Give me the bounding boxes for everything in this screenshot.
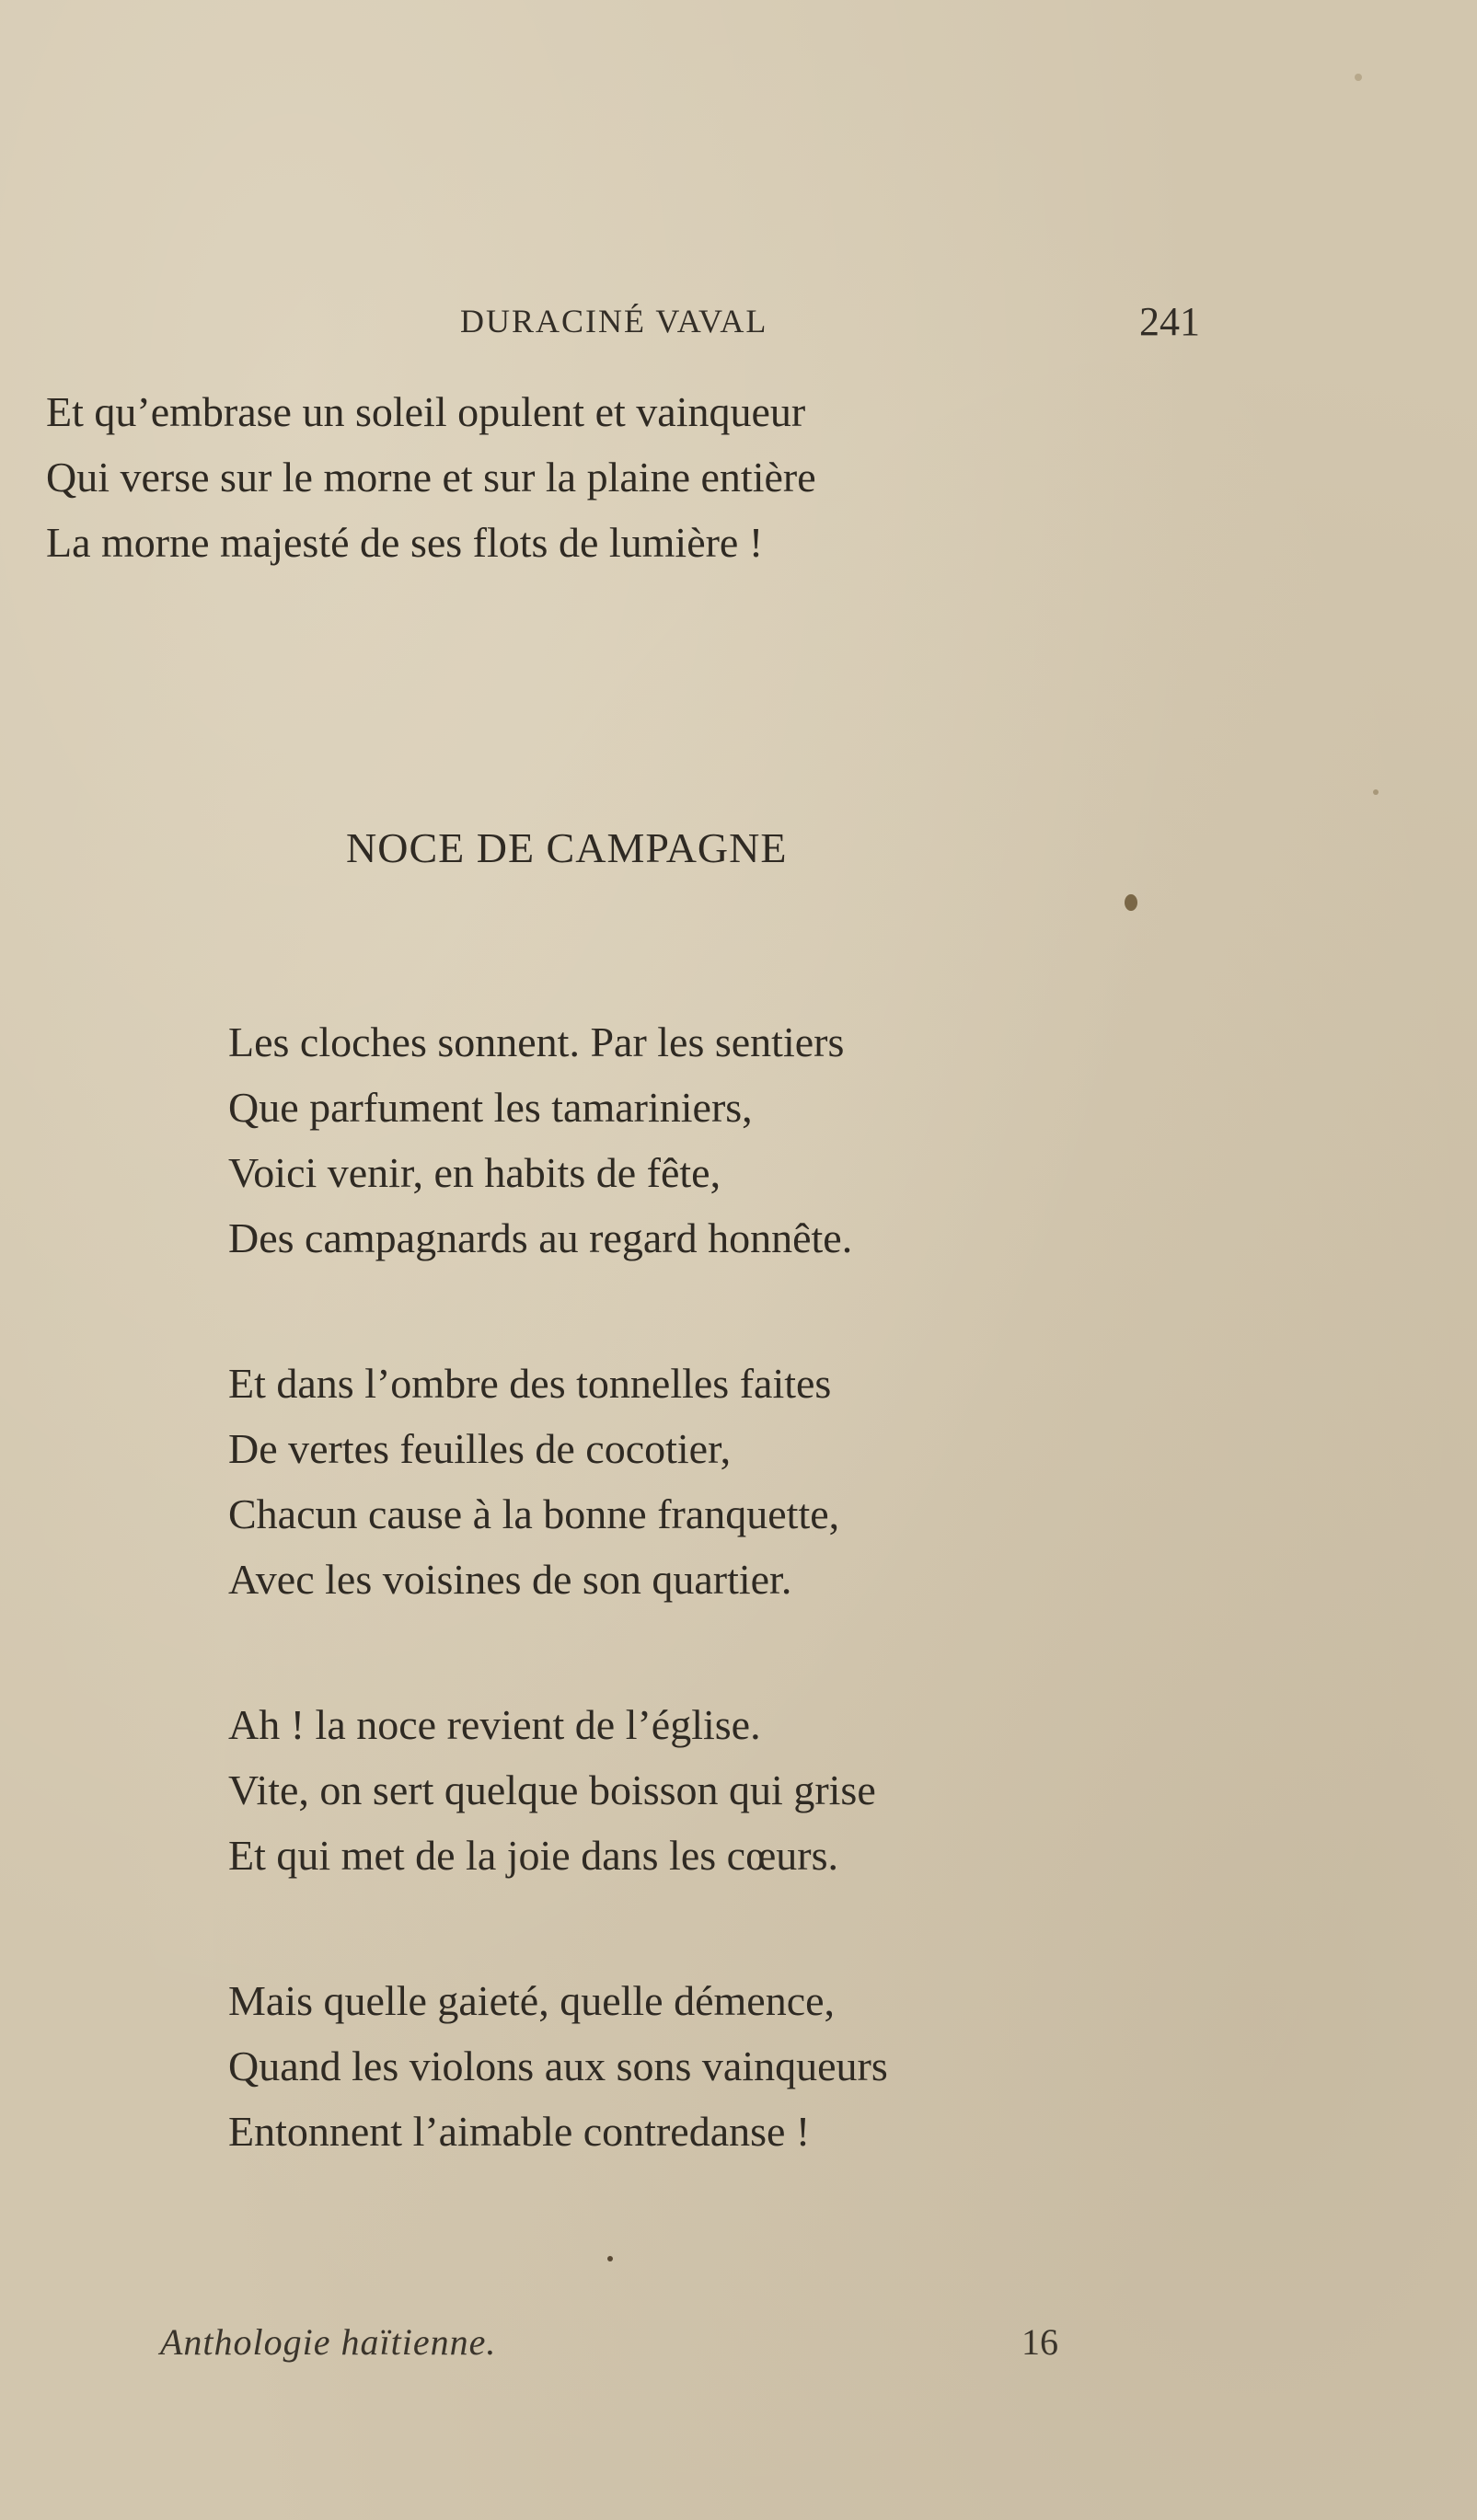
signature-mark: Anthologie haïtienne. [160,2321,497,2363]
stanza [228,1968,1240,2164]
poem-body [228,1009,1240,2164]
paper-stain [1125,894,1137,911]
verse-line: De vertes feuilles de cocotier, [228,1425,732,1472]
verse-line: Voici venir, en habits de fête, [228,1149,721,1196]
carry-over-verse [46,379,1242,575]
stanza [228,1009,1240,1271]
paper-speck [607,2256,613,2261]
stanza [228,1692,1240,1888]
verse-line: Entonnent l’aimable contredanse ! [228,2108,811,2155]
verse-line: Ah ! la noce revient de l’église. [228,1701,761,1748]
page-number: 241 [1139,299,1200,344]
verse-line: Vite, on sert quelque boisson qui grise [228,1766,876,1813]
verse-line: Des campagnards au regard honnête. [228,1214,853,1261]
verse-line: Que parfument les tamariniers, [228,1084,753,1131]
verse-line: La morne majesté de ses flots de lumière ! [46,519,764,566]
paper-speck [1373,789,1379,795]
verse-line: Les cloches sonnent. Par les sentiers [228,1018,845,1065]
verse-line: Quand les violons aux sons vainqueurs [228,2042,888,2089]
verse-line: Mais quelle gaieté, quelle démence, [228,1977,836,2024]
poem-title: NOCE DE CAMPAGNE [346,824,788,871]
verse-line: Et qui met de la joie dans les cœurs. [228,1832,839,1879]
verse-line: Et dans l’ombre des tonnelles faites [228,1360,832,1407]
signature-number: 16 [1021,2321,1058,2363]
stanza [228,1351,1240,1612]
signature-footer [0,2320,1477,2376]
verse-line: Avec les voisines de son quartier. [228,1556,792,1603]
verse-line: Chacun cause à la bonne franquette, [228,1490,840,1537]
verse-line: Et qu’embrase un soleil opulent et vainqueur [46,388,806,435]
verse-line: Qui verse sur le morne et sur la plaine entière [46,454,816,501]
running-title: DURACINÉ VAVAL [460,303,768,339]
running-head [0,293,1477,348]
paper-speck [1355,74,1362,81]
